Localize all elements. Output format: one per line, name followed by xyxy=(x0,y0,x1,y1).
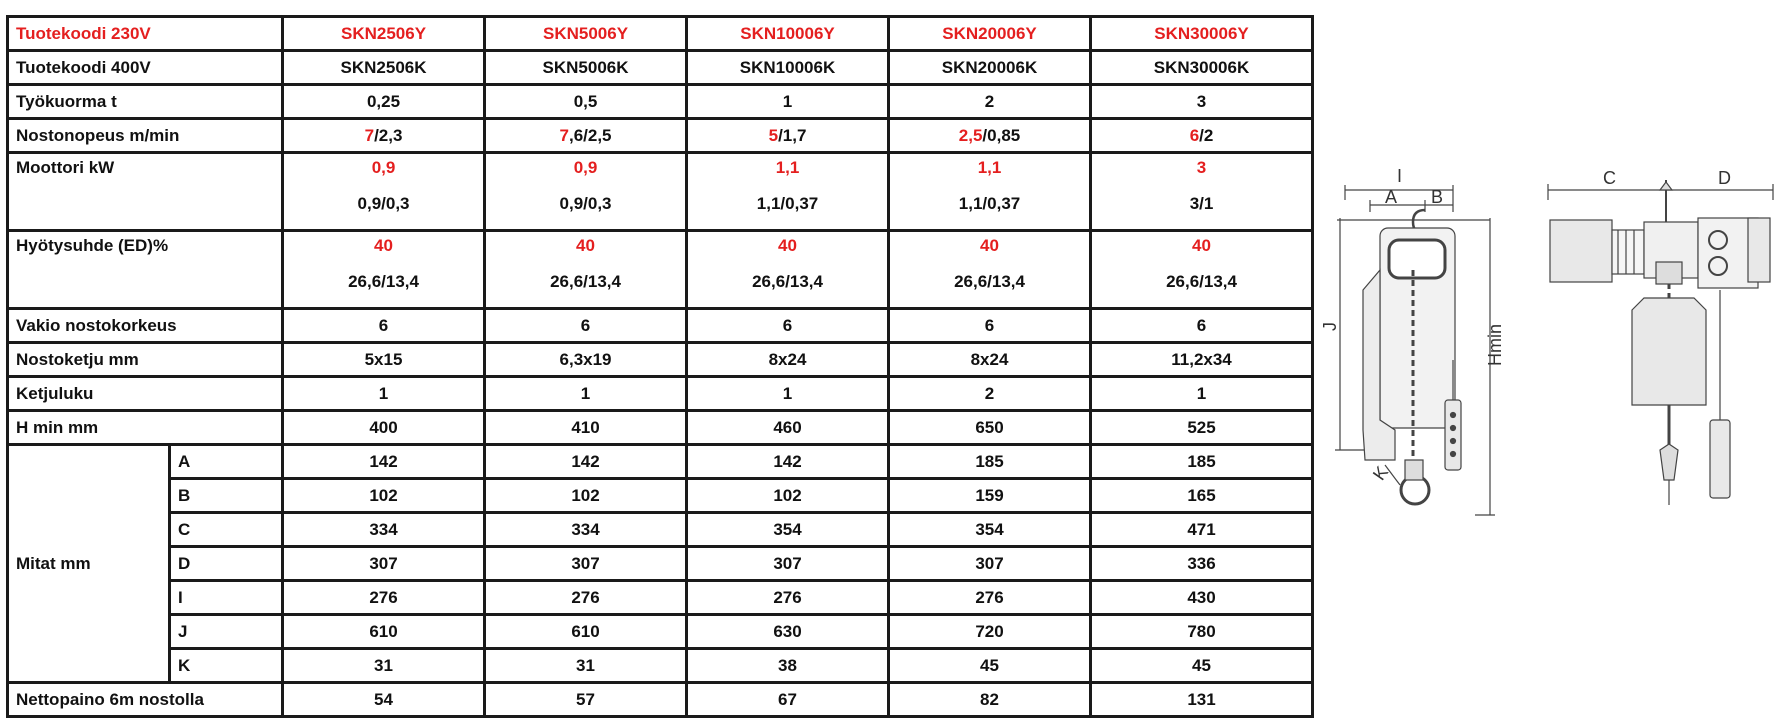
duty-main-value: 40 xyxy=(576,236,595,255)
duty-main-value: 40 xyxy=(980,236,999,255)
row-label: Nostonopeus m/min xyxy=(8,119,283,153)
cell-value: 1 xyxy=(687,377,889,411)
cell-value: 6 xyxy=(889,309,1091,343)
row-label: Vakio nostokorkeus xyxy=(8,309,283,343)
cell-value: 650 xyxy=(889,411,1091,445)
speed-secondary-value: /2 xyxy=(1199,125,1214,145)
cell-value: 165 xyxy=(1091,479,1313,513)
speed-main-value: 7 xyxy=(559,125,569,145)
cell-value: 3 xyxy=(1091,85,1313,119)
model-code-230v: SKN5006Y xyxy=(485,17,687,51)
cell-value: 276 xyxy=(485,581,687,615)
cell-value: 276 xyxy=(283,581,485,615)
cell-value: SKN20006K xyxy=(889,51,1091,85)
cell-value: SKN30006K xyxy=(1091,51,1313,85)
cell-value xyxy=(283,153,485,231)
model-code-230v: SKN30006Y xyxy=(1091,17,1313,51)
dim-key: J xyxy=(170,615,283,649)
cell-value: 67 xyxy=(687,683,889,717)
speed-secondary-value: /2,3 xyxy=(374,125,403,145)
cell-value: 45 xyxy=(1091,649,1313,683)
cell-value: 8x24 xyxy=(889,343,1091,377)
motor-main-value: 0,9 xyxy=(371,158,396,177)
cell-value: 38 xyxy=(687,649,889,683)
cell-value: 1 xyxy=(1091,377,1313,411)
dims-group-label: Mitat mm xyxy=(8,445,170,683)
spec-table xyxy=(6,15,1314,718)
table-row-speed xyxy=(8,119,1313,153)
cell-value: 142 xyxy=(283,445,485,479)
row-label: Tuotekoodi 400V xyxy=(8,51,283,85)
cell-value: 5x15 xyxy=(283,343,485,377)
duty-secondary-value: 26,6/13,4 xyxy=(752,272,823,291)
row-label: Työkuorma t xyxy=(8,85,283,119)
cell-value: 354 xyxy=(889,513,1091,547)
cell-value xyxy=(283,231,485,309)
cell-value: 720 xyxy=(889,615,1091,649)
cell-value: 276 xyxy=(889,581,1091,615)
cell-value xyxy=(889,119,1091,153)
spec-table-body xyxy=(8,17,1313,717)
motor-main-value: 0,9 xyxy=(573,158,598,177)
cell-value: 610 xyxy=(485,615,687,649)
cell-value xyxy=(1091,153,1313,231)
cell-value: 630 xyxy=(687,615,889,649)
motor-main-value: 1,1 xyxy=(775,158,800,177)
dim-label-d: D xyxy=(1718,168,1731,188)
cell-value: 54 xyxy=(283,683,485,717)
row-label: Tuotekoodi 230V xyxy=(8,17,283,51)
cell-value: 6 xyxy=(1091,309,1313,343)
cell-value: 185 xyxy=(1091,445,1313,479)
table-row-motor xyxy=(8,153,1313,231)
duty-main-value: 40 xyxy=(1192,236,1211,255)
cell-value: 1 xyxy=(687,85,889,119)
cell-value: 2 xyxy=(889,85,1091,119)
dim-label-a: A xyxy=(1385,187,1398,207)
cell-value xyxy=(485,153,687,231)
cell-value: 307 xyxy=(687,547,889,581)
table-row-dim-d xyxy=(8,547,1313,581)
cell-value: 430 xyxy=(1091,581,1313,615)
model-code-230v: SKN20006Y xyxy=(889,17,1091,51)
motor-secondary-value: 3/1 xyxy=(1189,194,1214,213)
model-code-230v: SKN2506Y xyxy=(283,17,485,51)
duty-secondary-value: 26,6/13,4 xyxy=(954,272,1025,291)
cell-value: 276 xyxy=(687,581,889,615)
cell-value: 1 xyxy=(283,377,485,411)
dim-key: C xyxy=(170,513,283,547)
cell-value: 336 xyxy=(1091,547,1313,581)
cell-value xyxy=(1091,119,1313,153)
motor-secondary-value: 0,9/0,3 xyxy=(357,194,410,213)
cell-value: 307 xyxy=(485,547,687,581)
table-row-dim-c xyxy=(8,513,1313,547)
dim-label-b: B xyxy=(1431,187,1444,207)
cell-value: 142 xyxy=(687,445,889,479)
dim-key: A xyxy=(170,445,283,479)
motor-main-value: 3 xyxy=(1196,158,1207,177)
cell-value: 460 xyxy=(687,411,889,445)
cell-value: 354 xyxy=(687,513,889,547)
cell-value: 31 xyxy=(485,649,687,683)
table-row-duty xyxy=(8,231,1313,309)
cell-value xyxy=(687,231,889,309)
speed-main-value: 2,5 xyxy=(958,125,983,145)
cell-value xyxy=(485,231,687,309)
dim-key: D xyxy=(170,547,283,581)
cell-value xyxy=(687,119,889,153)
dim-key: K xyxy=(170,649,283,683)
dim-label-k: K xyxy=(1368,462,1393,484)
cell-value: 159 xyxy=(889,479,1091,513)
cell-value: 102 xyxy=(687,479,889,513)
table-row-chain xyxy=(8,343,1313,377)
model-code-230v: SKN10006Y xyxy=(687,17,889,51)
cell-value: 307 xyxy=(283,547,485,581)
cell-value: 8x24 xyxy=(687,343,889,377)
hoist-front-view-diagram xyxy=(1548,160,1773,540)
cell-value xyxy=(687,153,889,231)
cell-value: 410 xyxy=(485,411,687,445)
row-label: Ketjuluku xyxy=(8,377,283,411)
speed-secondary-value: /1,7 xyxy=(778,125,807,145)
motor-secondary-value: 1,1/0,37 xyxy=(756,194,819,213)
table-row-code400 xyxy=(8,51,1313,85)
cell-value xyxy=(485,119,687,153)
row-label: Nostoketju mm xyxy=(8,343,283,377)
duty-main-value: 40 xyxy=(374,236,393,255)
cell-value: 6 xyxy=(485,309,687,343)
dim-label-hmin: Hmin xyxy=(1485,323,1505,366)
table-row-falls xyxy=(8,377,1313,411)
cell-value xyxy=(283,119,485,153)
cell-value: 471 xyxy=(1091,513,1313,547)
cell-value: 102 xyxy=(485,479,687,513)
cell-value: 6 xyxy=(687,309,889,343)
cell-value: 0,5 xyxy=(485,85,687,119)
cell-value: 57 xyxy=(485,683,687,717)
cell-value: 45 xyxy=(889,649,1091,683)
table-header-row xyxy=(8,17,1313,51)
row-label: Nettopaino 6m nostolla xyxy=(8,683,283,717)
cell-value xyxy=(889,231,1091,309)
row-label: Hyötysuhde (ED)% xyxy=(8,231,283,309)
cell-value: 6,3x19 xyxy=(485,343,687,377)
table-row-dim-a xyxy=(8,445,1313,479)
cell-value: 31 xyxy=(283,649,485,683)
row-label: Moottori kW xyxy=(8,153,283,231)
cell-value: 0,25 xyxy=(283,85,485,119)
cell-value: SKN2506K xyxy=(283,51,485,85)
motor-secondary-value: 1,1/0,37 xyxy=(958,194,1021,213)
cell-value: 1 xyxy=(485,377,687,411)
speed-secondary-value: ,6/2,5 xyxy=(568,125,612,145)
cell-value: 11,2x34 xyxy=(1091,343,1313,377)
duty-secondary-value: 26,6/13,4 xyxy=(348,272,419,291)
cell-value: 2 xyxy=(889,377,1091,411)
duty-main-value: 40 xyxy=(778,236,797,255)
table-row-height xyxy=(8,309,1313,343)
cell-value: 131 xyxy=(1091,683,1313,717)
dim-label-c: C xyxy=(1603,168,1616,188)
cell-value: 610 xyxy=(283,615,485,649)
cell-value: 102 xyxy=(283,479,485,513)
cell-value: 185 xyxy=(889,445,1091,479)
table-row-dim-b xyxy=(8,479,1313,513)
table-row-load xyxy=(8,85,1313,119)
cell-value: SKN10006K xyxy=(687,51,889,85)
motor-main-value: 1,1 xyxy=(977,158,1002,177)
table-row-dim-j xyxy=(8,615,1313,649)
dim-label-i: I xyxy=(1397,166,1403,186)
speed-main-value: 7 xyxy=(364,125,375,145)
dim-key: B xyxy=(170,479,283,513)
cell-value: 6 xyxy=(283,309,485,343)
speed-main-value: 5 xyxy=(768,125,779,145)
table-row-dim-k xyxy=(8,649,1313,683)
cell-value xyxy=(1091,231,1313,309)
cell-value: SKN5006K xyxy=(485,51,687,85)
cell-value: 142 xyxy=(485,445,687,479)
speed-secondary-value: /0,85 xyxy=(982,125,1021,145)
table-row-weight xyxy=(8,683,1313,717)
hoist-side-view-diagram xyxy=(1320,160,1535,540)
cell-value xyxy=(889,153,1091,231)
cell-value: 525 xyxy=(1091,411,1313,445)
cell-value: 82 xyxy=(889,683,1091,717)
table-row-dim-i xyxy=(8,581,1313,615)
cell-value: 307 xyxy=(889,547,1091,581)
dim-label-j: J xyxy=(1320,322,1340,331)
row-label: H min mm xyxy=(8,411,283,445)
motor-secondary-value: 0,9/0,3 xyxy=(559,194,612,213)
duty-secondary-value: 26,6/13,4 xyxy=(1166,272,1237,291)
dim-key: I xyxy=(170,581,283,615)
cell-value: 780 xyxy=(1091,615,1313,649)
cell-value: 334 xyxy=(485,513,687,547)
speed-main-value: 6 xyxy=(1189,125,1200,145)
cell-value: 400 xyxy=(283,411,485,445)
table-row-hmin xyxy=(8,411,1313,445)
duty-secondary-value: 26,6/13,4 xyxy=(550,272,621,291)
cell-value: 334 xyxy=(283,513,485,547)
